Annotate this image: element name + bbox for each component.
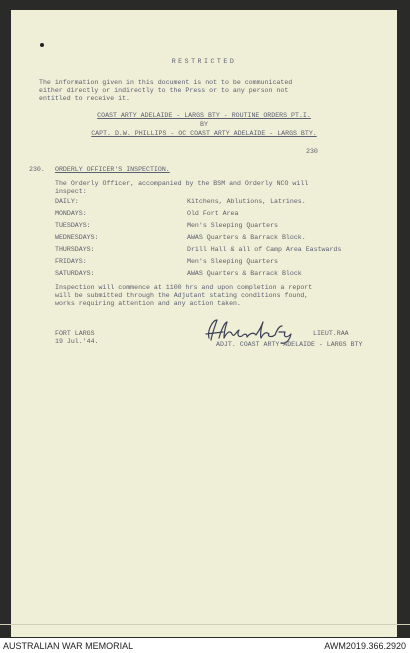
closing-line-3: works requiring attention and any action taken. [55, 300, 241, 307]
closing-line-2: will be submitted through the Adjutant stating conditions found, [55, 292, 309, 299]
schedule-area: Men's Sleeping Quarters [187, 258, 279, 265]
schedule-area: Old Fort Area [187, 210, 239, 217]
orders-commander: CAPT. D.W. PHILLIPS - OC COAST ARTY ADELAIDE - LARGS BTY. [91, 130, 317, 137]
schedule-day: MONDAYS: [55, 210, 87, 217]
order-title: ORDERLY OFFICER'S INSPECTION. [55, 166, 170, 173]
intro-line-2: inspect: [55, 188, 87, 195]
archive-id: AWM2019.366.2920 [324, 641, 406, 651]
schedule-area: Kitchens, Ablutions, Latrines. [187, 198, 306, 205]
orders-title: COAST ARTY ADELAIDE - LARGS BTY - ROUTINE ORDERS PT.I. [97, 112, 311, 119]
closing-line-1: Inspection will commence at 1100 hrs and upon completion a report [55, 284, 313, 291]
handwritten-signature [203, 316, 303, 344]
schedule-area: Men's Sleeping Quarters [187, 222, 279, 229]
archive-name: AUSTRALIAN WAR MEMORIAL [3, 641, 134, 651]
schedule-day: DAILY: [55, 198, 79, 205]
notice-line-3: entitled to receive it. [39, 95, 131, 102]
notice-line-1: The information given in this document is not to be communicated [39, 79, 293, 86]
schedule-day: TUESDAYS: [55, 222, 91, 229]
schedule-day: WEDNESDAYS: [55, 234, 99, 241]
classification-heading: RESTRICTED [171, 58, 237, 65]
schedule-area: AWAS Quarters & Barrack Block. [187, 234, 306, 241]
schedule-day: SATURDAYS: [55, 270, 95, 277]
place: FORT LARGS [55, 330, 95, 337]
schedule-area: Drill Hall & all of Camp Area Eastwards [187, 246, 342, 253]
date: 19 Jul.'44. [55, 338, 99, 345]
signature-rank: LIEUT.RAA [313, 330, 349, 337]
signature-title: ADJT. COAST ARTY ADELAIDE - LARGS BTY [216, 341, 363, 348]
notice-line-2: either directly or indirectly to the Press or to any person not [39, 87, 289, 94]
schedule-day: FRIDAYS: [55, 258, 87, 265]
schedule-day: THURSDAYS: [55, 246, 95, 253]
punch-hole [40, 43, 44, 47]
orders-by: BY [200, 121, 208, 128]
order-number-right: 230 [306, 148, 318, 155]
intro-line-1: The Orderly Officer, accompanied by the BSM and Orderly NCO will [55, 180, 309, 187]
archive-footer [0, 638, 410, 653]
schedule-area: AWAS Quarters & Barrack Block [187, 270, 302, 277]
order-number: 230. [29, 166, 45, 173]
page-edge [0, 624, 410, 625]
